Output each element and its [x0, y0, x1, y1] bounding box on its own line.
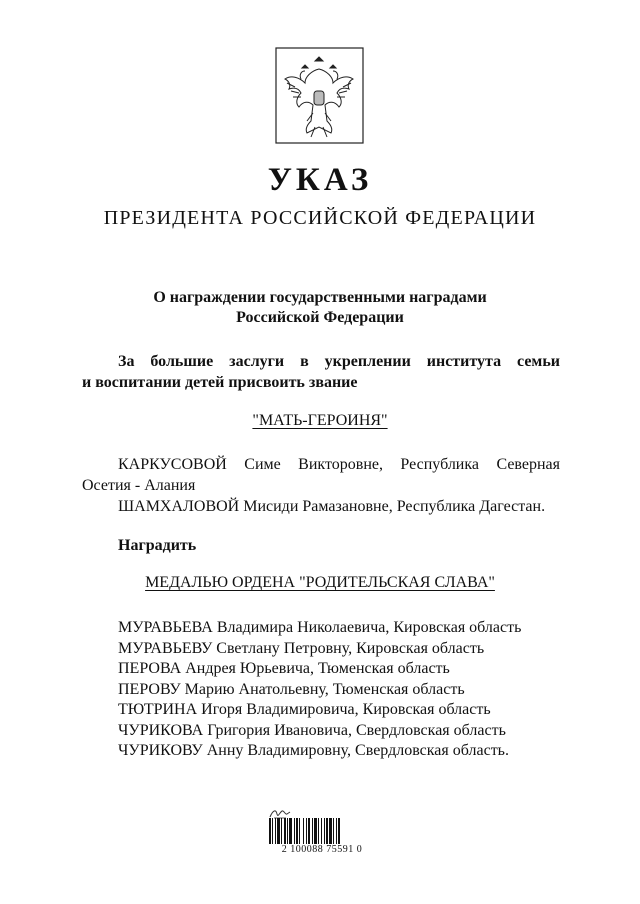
barcode-bar [294, 818, 295, 844]
recipient-line: ШАМХАЛОВОЙ Мисиди Рамазановне, Республика Дагестан. [118, 498, 546, 515]
barcode-bar [296, 818, 298, 844]
award-title-parental-glory [0, 574, 640, 592]
barcode-bar [287, 818, 288, 844]
recipient-line: ПЕРОВА Андрея Юрьевича, Тюменская область [118, 660, 450, 677]
award-title-text: "МАТЬ-ГЕРОИНЯ" [252, 412, 388, 429]
award-title-text: МЕДАЛЬЮ ОРДЕНА "РОДИТЕЛЬСКАЯ СЛАВА" [145, 574, 495, 591]
barcode-bar [318, 818, 319, 844]
document-subtitle: ПРЕЗИДЕНТА РОССИЙСКОЙ ФЕДЕРАЦИИ [103, 207, 537, 229]
barcode-bar [308, 818, 310, 844]
reward-label: Наградить [118, 537, 197, 554]
barcode-bar [312, 818, 313, 844]
heading-line: О награждении государственными наградами [153, 289, 487, 306]
barcode-bar [269, 818, 271, 844]
barcode-icon [268, 818, 372, 844]
barcode [268, 818, 372, 844]
barcode-bar [324, 818, 325, 844]
decree-heading [0, 288, 640, 328]
preamble-line: и воспитании детей присвоить звание [82, 374, 358, 391]
recipient-line: Осетия - Алания [82, 477, 196, 494]
recipient-line: ТЮТРИНА Игоря Владимировича, Кировская область [118, 701, 491, 718]
barcode-bar [277, 818, 280, 844]
barcode-bar [314, 818, 317, 844]
recipient-list-mother-heroine [82, 454, 560, 517]
recipient-line: ЧУРИКОВА Григория Ивановича, Свердловская область [118, 721, 506, 739]
barcode-bar [284, 818, 286, 844]
coat-of-arms-emblem [275, 47, 364, 144]
recipient-list-parental-glory [118, 618, 578, 762]
barcode-bar [306, 818, 307, 844]
barcode-bar [299, 818, 300, 844]
document-title: УКАЗ [267, 162, 373, 198]
barcode-bar [281, 818, 282, 844]
recipient-line: КАРКУСОВОЙ Симе Викторовне, Республика Северная [118, 456, 560, 473]
barcode-bar [338, 818, 340, 844]
barcode-bar [303, 818, 304, 844]
preamble-line: За большие заслуги в укреплении института семьи [118, 353, 560, 370]
preamble-paragraph [82, 351, 560, 393]
barcode-bar [329, 818, 332, 844]
award-title-mother-heroine [0, 412, 640, 430]
barcode-bar [321, 818, 322, 844]
recipient-line: МУРАВЬЕВА Владимира Николаевича, Кировская область [118, 619, 522, 636]
double-headed-eagle-icon [275, 47, 364, 144]
barcode-bar [326, 818, 328, 844]
recipient-line: ПЕРОВУ Марию Анатольевну, Тюменская область [118, 680, 465, 698]
barcode-bar [336, 818, 337, 844]
barcode-bar [333, 818, 334, 844]
heading-line: Российской Федерации [236, 309, 404, 326]
barcode-number: 2 100088 75591 0 [281, 844, 363, 855]
barcode-bar [289, 818, 292, 844]
recipient-line: МУРАВЬЕВУ Светлану Петровну, Кировская область [118, 639, 485, 657]
barcode-bar [272, 818, 273, 844]
barcode-bar [275, 818, 276, 844]
recipient-line: ЧУРИКОВУ Анну Владимировну, Свердловская область. [118, 742, 509, 759]
